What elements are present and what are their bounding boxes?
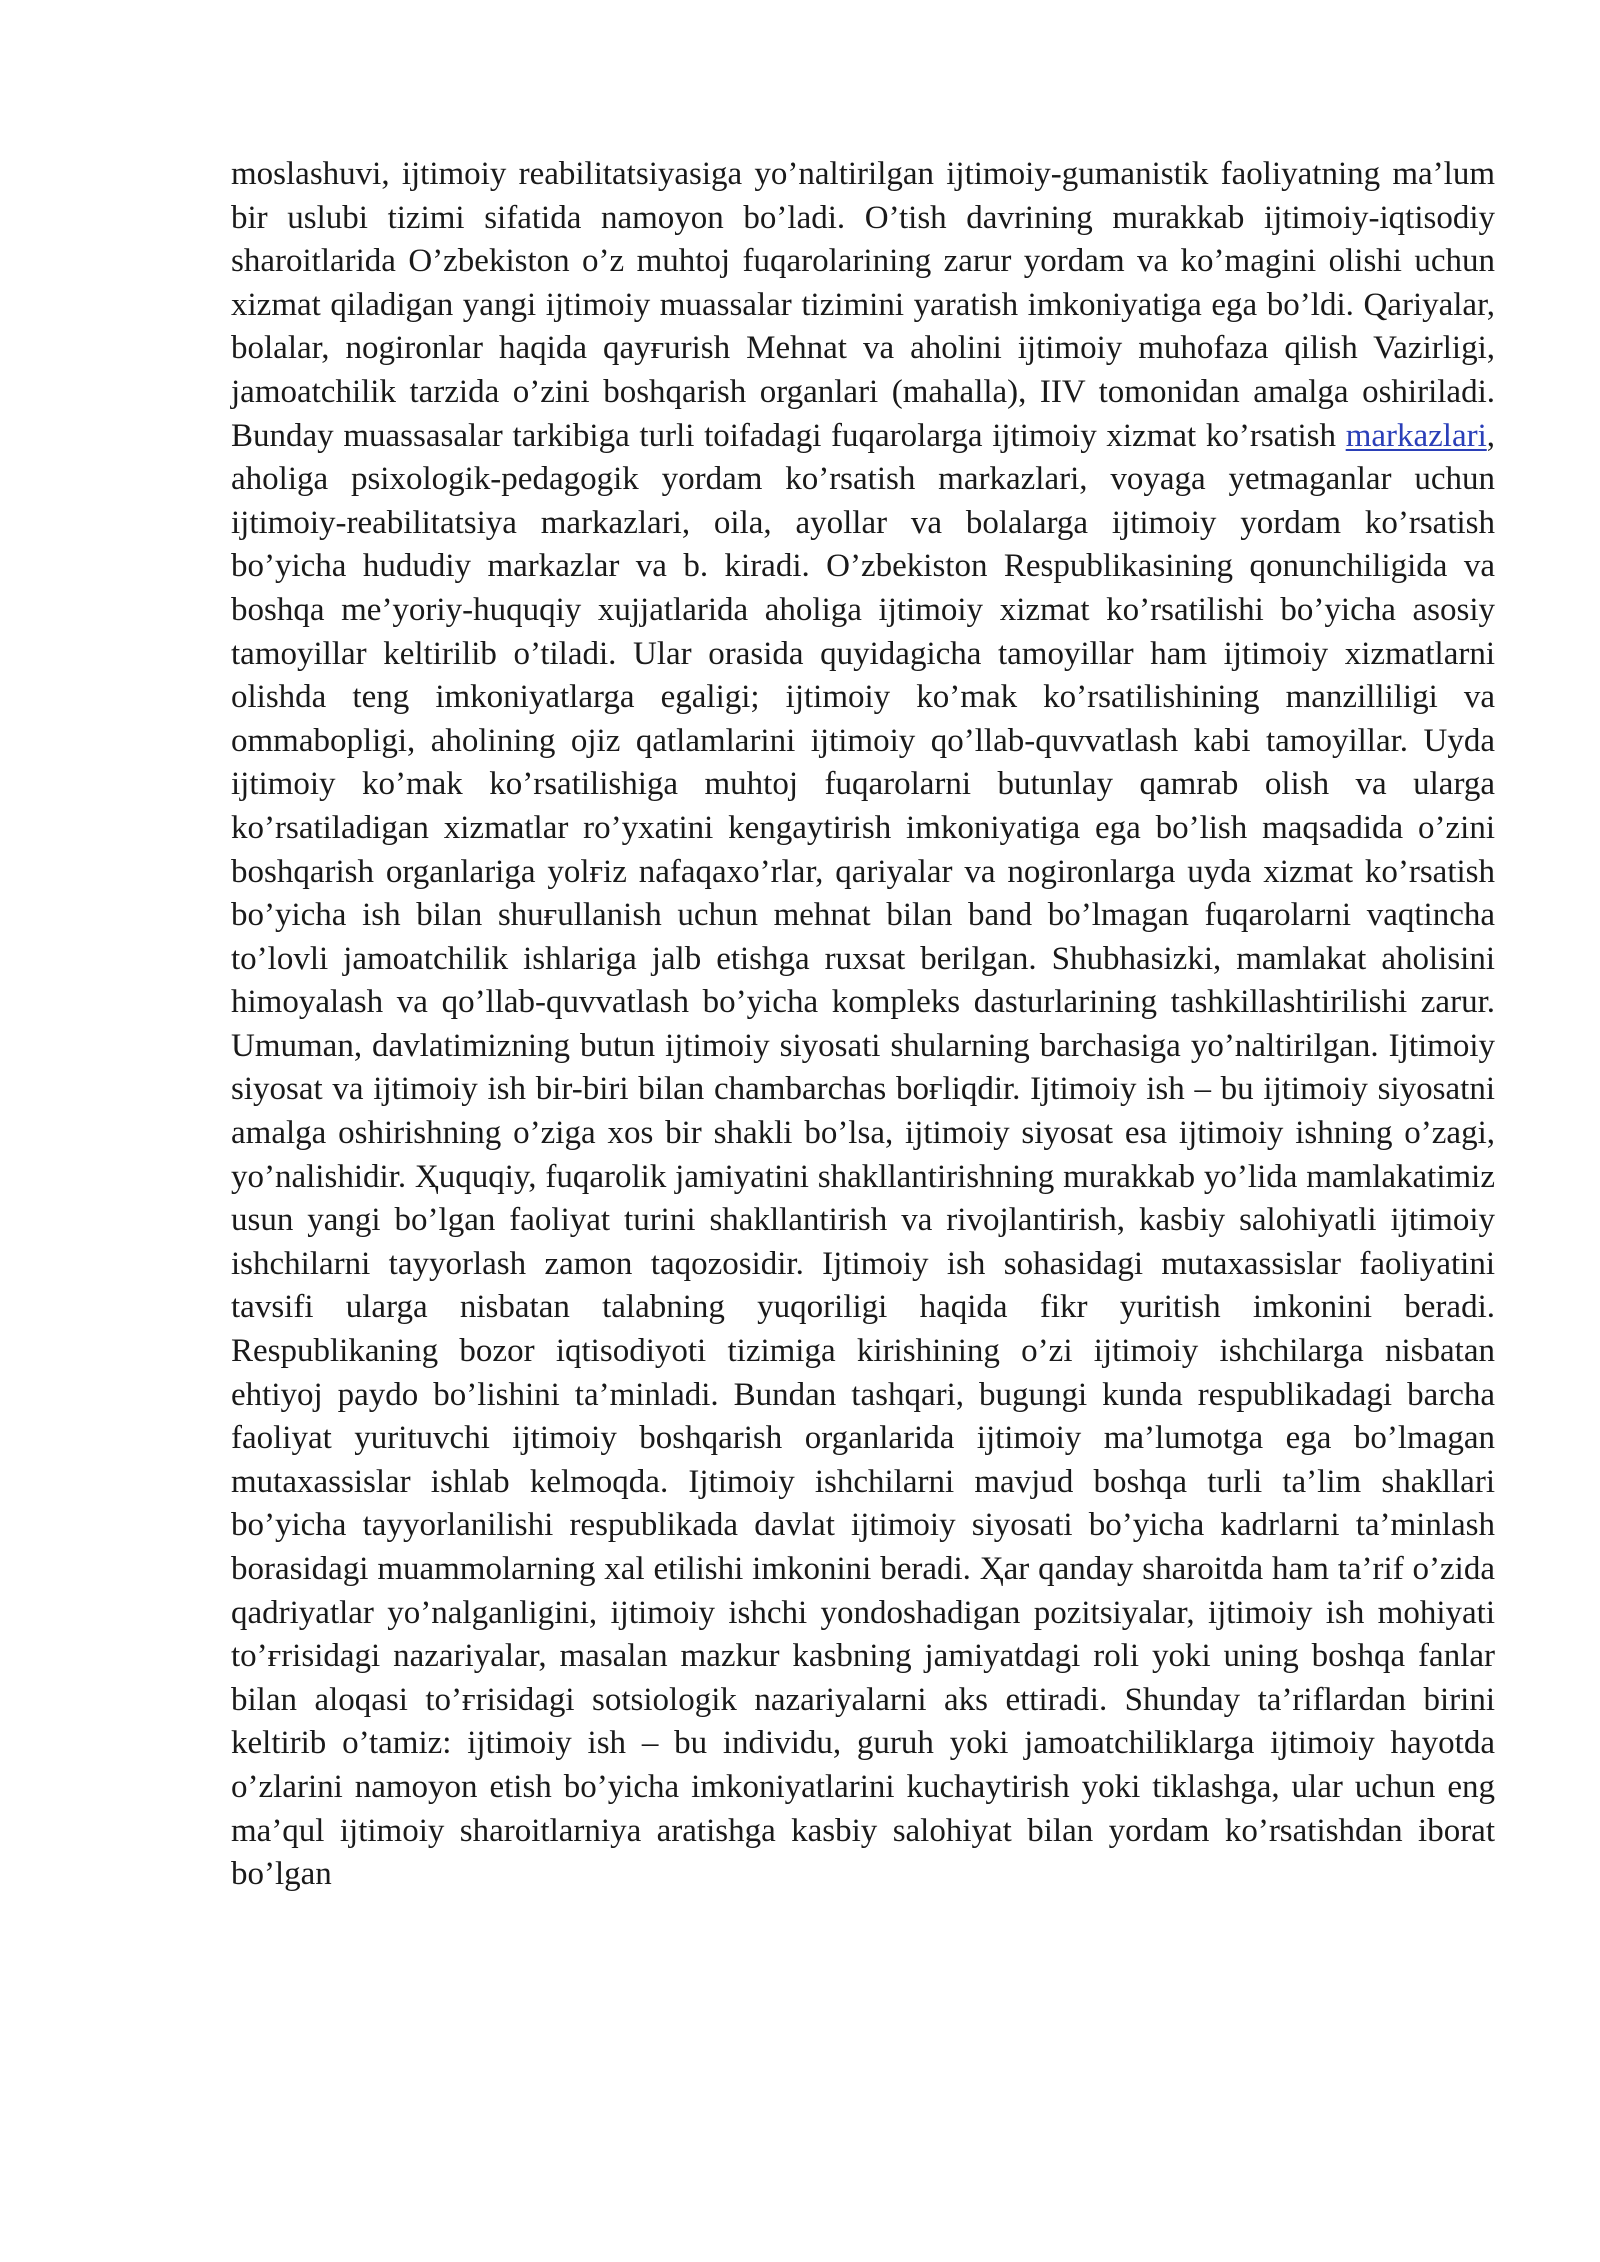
paragraph-text-after-link: , aholiga psixologik-pedagogik yordam ko’rsatish markazlari, voyaga yetmaganlar uchun ijtimoiy-reabilitatsiya markazlari, oila, ayollar va bolalarga ijtimoiy yordam ko’rsatish bo’yicha hududiy markazlar va b. kiradi. O’zbekiston Respublikasining qonunchiligida va boshqa me’yoriy-huquqiy xujjatlarida aholiga ijtimoiy xizmat ko’rsatilishi bo’yicha asosiy tamoyillar keltirilib o’tiladi. Ular orasida quyidagicha tamoyillar ham ijtimoiy xizmatlarni olishda teng imkoniyatlarga egaligi; ijtimoiy ko’mak ko’rsatilishining manzilliligi va ommabopligi, aholining ojiz qatlamlarini ijtimoiy qo’llab-quvvatlash kabi tamoyillar. Uyda ijtimoiy ko’mak ko’rsatilishiga muhtoj fuqarolarni butunlay qamrab olish va ularga ko’rsatiladigan xizmatlar ro’yxatini kengaytirish imkoniyatiga ega bo’lish maqsadida o’zini boshqarish organlariga yolғiz nafaqaxo’rlar, qariyalar va nogironlarga uyda xizmat ko’rsatish bo’yicha ish bilan shuғullanish uchun mehnat bilan band bo’lmagan fuqarolarni vaqtincha to’lovli jamoatchilik ishlariga jalb etishga ruxsat berilgan. Shubhasizki, mamlakat aholisini himoyalash va qo’llab-quvvatlash bo’yicha kompleks dasturlarining tashkillashtirilishi zarur. Umuman, davlatimizning butun ijtimoiy siyosati shularning barchasiga yo’naltirilgan. Ijtimoiy siyosat va ijtimoiy ish bir-biri bilan chambarchas boғliqdir. Ijtimoiy ish – bu ijtimoiy siyosatni amalga oshirishning o’ziga xos bir shakli bo’lsa, ijtimoiy siyosat esa ijtimoiy ishning o’zagi, yo’nalishidir. Ҳuquqiy, fuqarolik jamiyatini shakllantirishning murakkab yo’lida mamlakatimiz usun yangi bo’lgan faoliyat turini shakllantirish va rivojlantirish, kasbiy salohiyatli ijtimoiy ishchilarni tayyorlash zamon taqozosidir. Ijtimoiy ish sohasidagi mutaxassislar faoliyatini tavsifi ularga nisbatan talabning yuqoriligi haqida fikr yuritish imkonini beradi. Respublikaning bozor iqtisodiyoti tizimiga kirishining o’zi ijtimoiy ishchilarga nisbatan ehtiyoj paydo bo’lishini ta’minladi. Bundan tashqari, bugungi kunda respublikadagi barcha faoliyat yurituvchi ijtimoiy boshqarish organlarida ijtimoiy ma’lumotga ega bo’lmagan mutaxassislar ishlab kelmoqda. Ijtimoiy ishchilarni mavjud boshqa turli ta’lim shakllari bo’yicha tayyorlanilishi respublikada davlat ijtimoiy siyosati bo’yicha kadrlarni ta’minlash borasidagi muammolarning xal etilishi imkonini beradi. Ҳar qanday sharoitda ham ta’rif o’zida qadriyatlar yo’nalganligini, ijtimoiy ishchi yondoshadigan pozitsiyalar, ijtimoiy ish mohiyati to’ғrisidagi nazariyalar, masalan mazkur kasbning jamiyatdagi roli yoki uning boshqa fanlar bilan aloqasi to’ғrisidagi sotsiologik nazariyalarni aks ettiradi. Shunday ta’riflardan birini keltirib o’tamiz: ijtimoiy ish – bu individu, guruh yoki jamoatchiliklarga ijtimoiy hayotda o’zlarini namoyon etish bo’yicha imkoniyatlarini kuchaytirish yoki tiklashga, ular uchun eng ma’qul ijtimoiy sharoitlarniya aratishga kasbiy salohiyat bilan yordam ko’rsatishdan iborat bo’lgan (231, 417, 1496, 1893)
paragraph-text-before-link: moslashuvi, ijtimoiy reabilitatsiyasiga yo’naltirilgan ijtimoiy-gumanistik faoliyatning ma’lum bir uslubi tizimi sifatida namoyon bo’ladi. O’tish davrining murakkab ijtimoiy-iqtisodiy sharoitlarida O’zbekiston o’z muhtoj fuqarolarining zarur yordam va ko’magini olishi uchun xizmat qiladigan yangi ijtimoiy muassalar tizimini yaratish imkoniyatiga ega bo’ldi. Qariyalar, bolalar, nogironlar haqida qayғurish Mehnat va aholini ijtimoiy muhofaza qilish Vazirligi, jamoatchilik tarzida o’zini boshqarish organlari (mahalla), IIV tomonidan amalga oshiriladi. Bunday muassasalar tarkibiga turli toifadagi fuqarolarga ijtimoiy xizmat ko’rsatish (231, 156, 1495, 454)
markazlari-link[interactable]: markazlari (1345, 417, 1487, 454)
body-paragraph (231, 153, 1495, 1897)
